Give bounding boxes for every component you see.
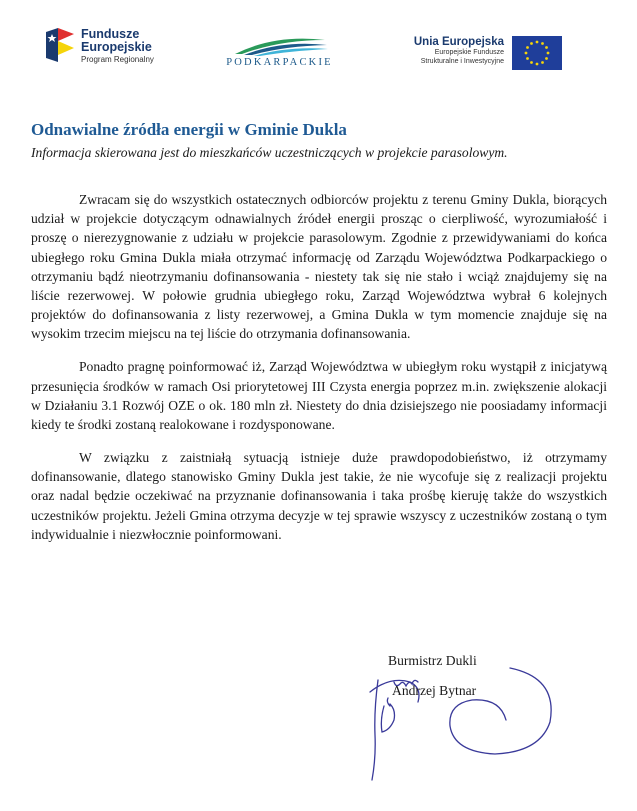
signature-block xyxy=(360,640,580,790)
body-paragraph: Zwracam się do wszystkich ostatecznych odbiorców projektu z terenu Gminy Dukla, biorących udział w projekcie dotyczącym odnawialnych źródeł energii prosząc o cierpliwość, wyrozumiałość i proszę o nierezygnowanie z udziału w projekcie parasolowym. Zgodnie z przewidywaniami do końca ubiegłego roku Gmina Dukla miała otrzymać informację od Zarządu Województwa Podkarpackiego o otrzymaniu bądź nieotrzymaniu dofinansowania - niestety tak się nie stało i wciąż znajdujemy się na liście rezerwowej. W połowie grudnia ubiegłego roku, Zarząd Województwa wybrał 6 kolejnych projektów do dofinansowania z listy rezerwowej, a Gmina Dukla w tym momencie znajduje się na wysokim trzecim miejscu na tej liście do otrzymania dofinansowania. xyxy=(31,192,607,342)
document-subtitle: Informacja skierowana jest do mieszkańców uczestniczących w projekcie parasolowym. xyxy=(31,145,508,160)
podkarpackie-text: PODKARPACKIE xyxy=(226,57,333,68)
header-logos xyxy=(0,0,637,90)
fundusze-line2: Europejskie xyxy=(81,40,152,54)
eu-line1: Unia Europejska xyxy=(413,36,504,48)
unia-europejska-text xyxy=(402,36,504,66)
eu-flag-icon xyxy=(512,36,562,70)
body-paragraph: Ponadto pragnę poinformować iż, Zarząd Województwa w ubiegłym roku wystąpił z inicjatywą przesunięcia środków w ramach Osi priorytetowej III Czysta energia poprzez m.in. zwiększenie alokacji w Działaniu 3.1 Rozwój OZE o ok. 180 mln zł. Niestety do dnia dzisiejszego nie poosiadamy informacji kiedy te środki zostaną realokowane i rozdysponowane. xyxy=(31,359,607,433)
eu-line2: Europejskie Fundusze xyxy=(434,49,504,56)
podkarpackie-swoosh-icon xyxy=(230,34,330,56)
document-title: Odnawialne źródła energii w Gminie Dukla xyxy=(31,120,347,139)
fundusze-line3: Program Regionalny xyxy=(81,55,154,64)
body-paragraph: W związku z zaistniałą sytuacją istnieje duże prawdopodobieństwo, iż otrzymamy dofinansowanie, dlatego stanowisko Gminy Dukla jest takie, że nie wycofuje się z realizacji projektu oraz nadal będzie oczekiwać na przyznanie dofinansowania i taka prośbę kieruję także do wszystkich uczestników projektu. Jeżeli Gmina otrzyma decyzje w tej sprawie wszyscy z uczestników zostaną o tym indywidualnie i niezwłocznie poinformowani. xyxy=(31,450,607,542)
signature-title: Burmistrz Dukli xyxy=(388,653,477,668)
fundusze-europejskie-text xyxy=(81,28,154,65)
unia-europejska-logo xyxy=(402,36,572,70)
document-body xyxy=(31,190,607,558)
fundusze-europejskie-logo xyxy=(46,26,176,74)
podkarpackie-logo xyxy=(222,34,337,74)
signature-name: Andrzej Bytnar xyxy=(392,683,477,698)
eu-line3: Strukturalne i Inwestycyjne xyxy=(420,57,504,65)
fundusze-europejskie-mark-icon xyxy=(46,28,76,62)
fundusze-line1: Fundusze xyxy=(81,27,140,41)
